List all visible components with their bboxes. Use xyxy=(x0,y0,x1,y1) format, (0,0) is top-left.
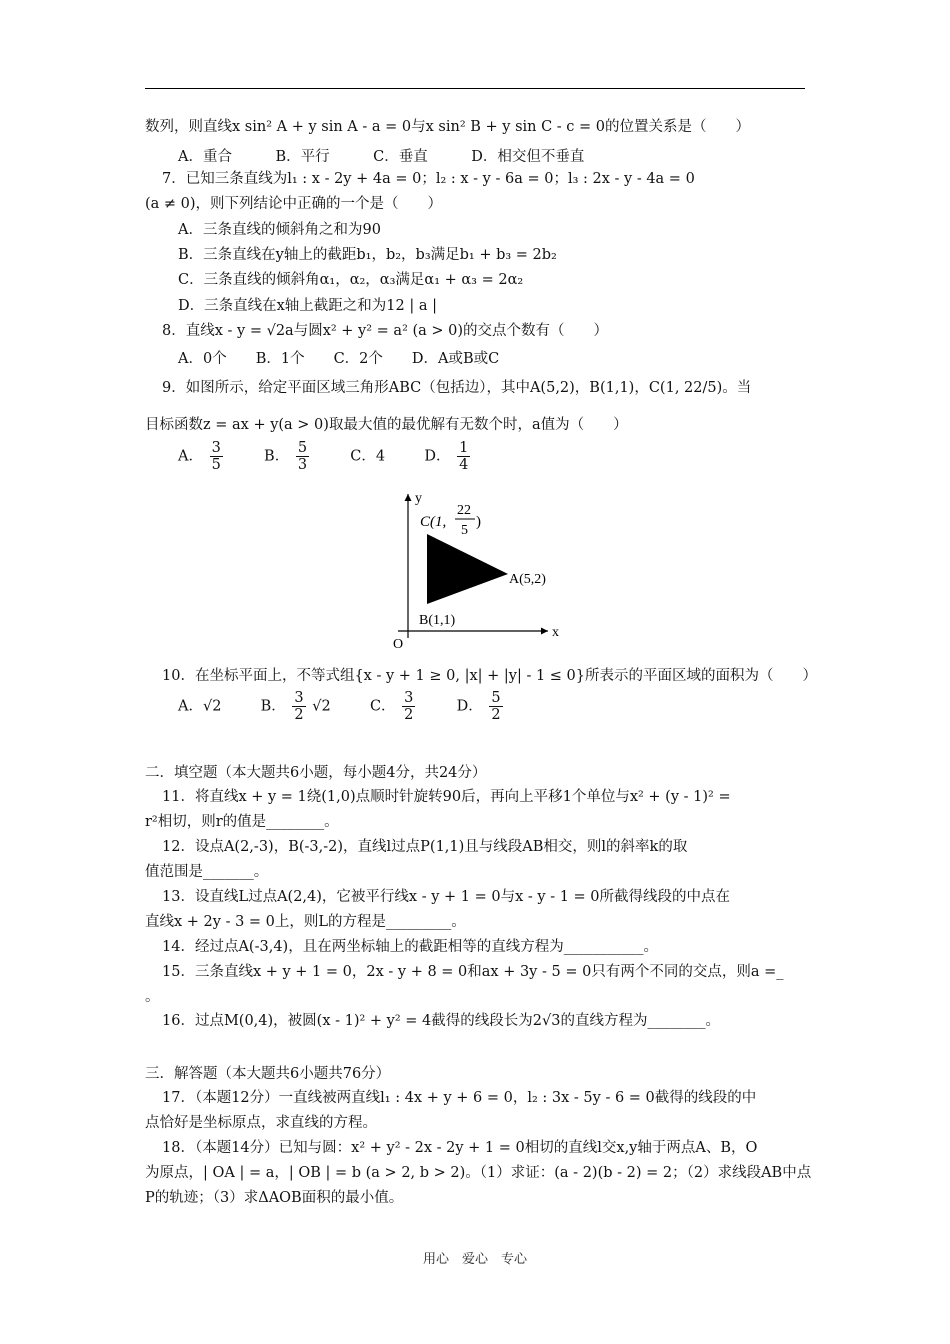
q10-option-d-fraction xyxy=(489,690,502,723)
q11-stem-cont: r²相切，则r的值是________。 xyxy=(145,814,339,830)
fraction-denominator: 3 xyxy=(297,457,308,473)
point-b-label: B(1,1) xyxy=(419,613,456,628)
q9-option-c: C．4 xyxy=(350,448,386,465)
q10-options xyxy=(178,690,505,723)
q6-tail: 数列，则直线x sin² A + y sin A - a = 0与x sin² B + y sin C - c = 0的位置关系是（ ） xyxy=(145,119,751,135)
q8-options: A．0个 B．1个 C．2个 D．A或B或C xyxy=(178,351,500,367)
q10-stem: 10．在坐标平面上，不等式组{x - y + 1 ≥ 0, |x| + |y| - 1 ≤ 0}所表示的平面区域的面积为（ ） xyxy=(162,668,818,684)
point-c-label-numerator: 22 xyxy=(457,503,471,518)
q15-stem-cont: 。 xyxy=(145,989,160,1005)
q14-stem: 14．经过点A(-3,4)，且在两坐标轴上的截距相等的直线方程为___________。 xyxy=(162,939,658,955)
origin-label: O xyxy=(393,637,404,648)
header-rule xyxy=(145,88,805,89)
fraction-numerator: 3 xyxy=(294,690,304,706)
q16-stem: 16．过点M(0,4)，被圆(x - 1)² + y² = 4截得的线段长为2√3的直线方程为________。 xyxy=(162,1013,720,1029)
x-axis-label: x xyxy=(552,625,559,640)
point-c-label-denominator: 5 xyxy=(461,523,468,538)
fraction-denominator: 2 xyxy=(294,707,304,723)
q10-option-c-label: C． xyxy=(369,698,396,715)
q12-stem: 12．设点A(2,-3)，B(-3,-2)，直线l过点P(1,1)且与线段AB相交，则l的斜率k的取 xyxy=(162,839,688,855)
q7-option-d: D．三条直线在x轴上截距之和为12 | a | xyxy=(178,298,437,314)
q9-stem-cont: 目标函数z = ax + y(a > 0)取最大值的最优解有无数个时，a值为（ ） xyxy=(145,417,628,433)
q9-option-a-fraction xyxy=(210,440,223,473)
q9-stem: 9．如图所示，给定平面区域三角形ABC（包括边），其中A(5,2)，B(1,1)，C(1, 22/5)。当 xyxy=(162,380,752,396)
q12-stem-cont: 值范围是_______。 xyxy=(145,864,269,880)
q10-option-a: A．√2 xyxy=(178,698,222,715)
fraction-numerator: 5 xyxy=(297,440,308,456)
q7-option-c: C．三条直线的倾斜角α₁，α₂，α₃满足α₁ + α₃ = 2α₂ xyxy=(178,272,524,288)
q7-stem-cont: (a ≠ 0)，则下列结论中正确的一个是（ ） xyxy=(145,196,443,212)
q6-options: A．重合 B．平行 C．垂直 D．相交但不垂直 xyxy=(178,149,585,165)
section-2-heading: 二．填空题（本大题共6小题，每小题4分，共24分） xyxy=(145,765,487,781)
fraction-numerator: 3 xyxy=(404,690,414,706)
fraction-numerator: 1 xyxy=(459,440,469,456)
point-c-label-suffix: ) xyxy=(476,514,481,530)
q18-stem-cont-2: P的轨迹；（3）求ΔAOB面积的最小值。 xyxy=(145,1190,404,1206)
q17-stem-cont: 点恰好是坐标原点，求直线的方程。 xyxy=(145,1115,377,1131)
section-3-heading: 三．解答题（本大题共6小题共76分） xyxy=(145,1066,391,1082)
y-axis-label: y xyxy=(415,491,422,506)
q7-option-b: B．三条直线在y轴上的截距b₁，b₂，b₃满足b₁ + b₃ = 2b₂ xyxy=(178,247,557,263)
q10-option-b-root: √2 xyxy=(312,698,331,715)
q10-option-b-label: B． xyxy=(260,698,286,715)
q10-option-c-fraction xyxy=(402,690,415,723)
fraction-denominator: 5 xyxy=(211,457,221,473)
q10-option-b-fraction xyxy=(292,690,305,723)
q10-option-d-label: D． xyxy=(456,698,483,715)
triangle-abc-figure xyxy=(388,488,568,648)
fraction-denominator: 2 xyxy=(404,707,414,723)
q9-option-b-fraction xyxy=(296,440,309,473)
point-c-label-prefix: C(1, xyxy=(420,514,447,530)
q9-option-b-label: B． xyxy=(264,448,290,465)
q7-stem: 7．已知三条直线为l₁ : x - 2y + 4a = 0；l₂ : x - y - 6a = 0；l₃ : 2x - y - 4a = 0 xyxy=(162,171,695,187)
fraction-denominator: 2 xyxy=(491,707,501,723)
q7-option-a: A．三条直线的倾斜角之和为90 xyxy=(178,222,381,238)
q8-stem: 8．直线x - y = √2a与圆x² + y² = a² (a > 0)的交点个数有（ ） xyxy=(162,323,609,339)
fraction-denominator: 4 xyxy=(459,457,469,473)
page-footer: 用心 爱心 专心 xyxy=(422,1252,527,1267)
fraction-numerator: 3 xyxy=(211,440,221,456)
point-a-label: A(5,2) xyxy=(509,572,546,587)
triangle-region xyxy=(427,534,508,604)
q11-stem: 11．将直线x + y = 1绕(1,0)点顺时针旋转90后，再向上平移1个单位与x² + (y - 1)² = xyxy=(162,789,731,805)
q9-option-a-label: A． xyxy=(178,448,203,465)
q9-option-d-label: D． xyxy=(424,448,451,465)
q9-option-d-fraction xyxy=(457,440,470,473)
q9-options xyxy=(178,440,472,473)
q13-stem-cont: 直线x + 2y - 3 = 0上，则L的方程是_________。 xyxy=(145,914,466,930)
q15-stem: 15．三条直线x + y + 1 = 0，2x - y + 8 = 0和ax + 3y - 5 = 0只有两个不同的交点，则a =_ xyxy=(162,964,784,980)
q18-stem-cont-1: 为原点，| OA | = a，| OB | = b (a > 2, b > 2)。（1）求证：(a - 2)(b - 2) = 2；（2）求线段AB中点 xyxy=(145,1165,812,1181)
q13-stem: 13．设直线L过点A(2,4)，它被平行线x - y + 1 = 0与x - y - 1 = 0所截得线段的中点在 xyxy=(162,889,731,905)
q18-stem: 18．（本题14分）已知与圆：x² + y² - 2x - 2y + 1 = 0相切的直线l交x,y轴于两点A、B，O xyxy=(162,1140,758,1156)
fraction-numerator: 5 xyxy=(491,690,501,706)
q17-stem: 17．（本题12分）一直线被两直线l₁ : 4x + y + 6 = 0，l₂ : 3x - 5y - 6 = 0截得的线段的中 xyxy=(162,1090,757,1106)
